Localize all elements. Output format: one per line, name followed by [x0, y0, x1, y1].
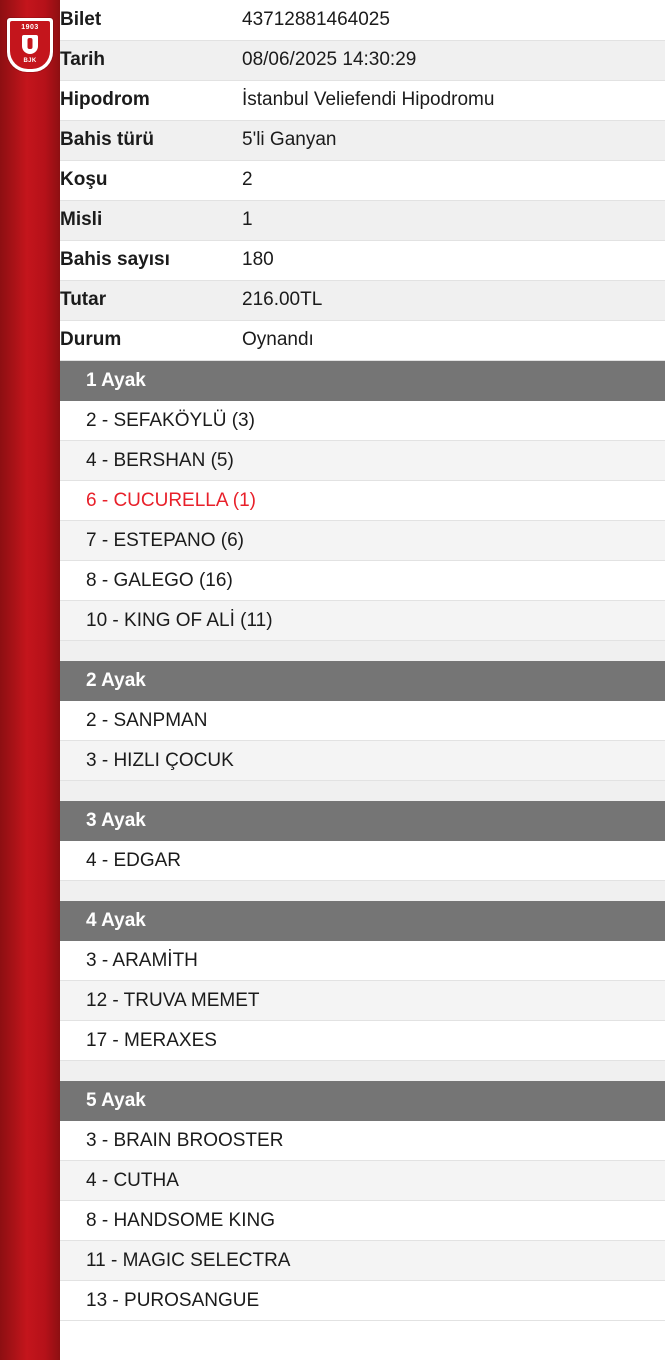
list-item[interactable]: 4 - BERSHAN (5): [60, 441, 665, 481]
club-logo-inner: [10, 21, 50, 69]
leg-separator: [60, 781, 665, 801]
list-item[interactable]: 7 - ESTEPANO (6): [60, 521, 665, 561]
table-row: [60, 320, 665, 360]
list-item[interactable]: 13 - PUROSANGUE: [60, 1281, 665, 1321]
leg-header-3: 3 Ayak: [60, 801, 665, 841]
info-value: 216.00TL: [242, 280, 665, 320]
list-item[interactable]: 3 - BRAIN BROOSTER: [60, 1121, 665, 1161]
ticket-info-body: [60, 0, 665, 360]
list-item[interactable]: 10 - KING OF ALİ (11): [60, 601, 665, 641]
leg-header-1: 1 Ayak: [60, 361, 665, 401]
list-item[interactable]: 3 - ARAMİTH: [60, 941, 665, 981]
info-value: Oynandı: [242, 320, 665, 360]
list-item[interactable]: 4 - CUTHA: [60, 1161, 665, 1201]
list-item[interactable]: 17 - MERAXES: [60, 1021, 665, 1061]
list-item[interactable]: 12 - TRUVA MEMET: [60, 981, 665, 1021]
table-row: [60, 160, 665, 200]
club-logo-top-text: 1903: [21, 24, 39, 31]
list-item[interactable]: 8 - GALEGO (16): [60, 561, 665, 601]
info-value: 5'li Ganyan: [242, 120, 665, 160]
info-value: 180: [242, 240, 665, 280]
list-item[interactable]: 3 - HIZLI ÇOCUK: [60, 741, 665, 781]
info-label: Bilet: [60, 0, 242, 40]
table-row: [60, 80, 665, 120]
leg-separator: [60, 1061, 665, 1081]
table-row: [60, 200, 665, 240]
table-row: [60, 120, 665, 160]
shield-icon: [22, 35, 38, 54]
info-label: Bahis sayısı: [60, 240, 242, 280]
info-label: Tutar: [60, 280, 242, 320]
leg-separator: [60, 641, 665, 661]
info-value: 43712881464025: [242, 0, 665, 40]
leg-header-4: 4 Ayak: [60, 901, 665, 941]
ticket-content: [60, 0, 665, 1360]
content-tail-space: [60, 1321, 665, 1360]
info-label: Bahis türü: [60, 120, 242, 160]
leg-header-2: 2 Ayak: [60, 661, 665, 701]
table-row: [60, 240, 665, 280]
list-item[interactable]: 8 - HANDSOME KING: [60, 1201, 665, 1241]
ticket-info-table: [60, 0, 665, 361]
info-label: Hipodrom: [60, 80, 242, 120]
info-value: 1: [242, 200, 665, 240]
list-item[interactable]: 11 - MAGIC SELECTRA: [60, 1241, 665, 1281]
club-logo: [7, 18, 53, 72]
info-value: 2: [242, 160, 665, 200]
club-logo-bottom-text: BJK: [23, 58, 37, 64]
info-value: İstanbul Veliefendi Hipodromu: [242, 80, 665, 120]
list-item[interactable]: 6 - CUCURELLA (1): [60, 481, 665, 521]
info-label: Tarih: [60, 40, 242, 80]
info-label: Durum: [60, 320, 242, 360]
brand-side-rail: [0, 0, 60, 1360]
leg-header-5: 5 Ayak: [60, 1081, 665, 1121]
info-label: Misli: [60, 200, 242, 240]
info-label: Koşu: [60, 160, 242, 200]
table-row: [60, 40, 665, 80]
list-item[interactable]: 2 - SEFAKÖYLÜ (3): [60, 401, 665, 441]
info-value: 08/06/2025 14:30:29: [242, 40, 665, 80]
table-row: [60, 0, 665, 40]
table-row: [60, 280, 665, 320]
list-item[interactable]: 2 - SANPMAN: [60, 701, 665, 741]
leg-separator: [60, 881, 665, 901]
list-item[interactable]: 4 - EDGAR: [60, 841, 665, 881]
